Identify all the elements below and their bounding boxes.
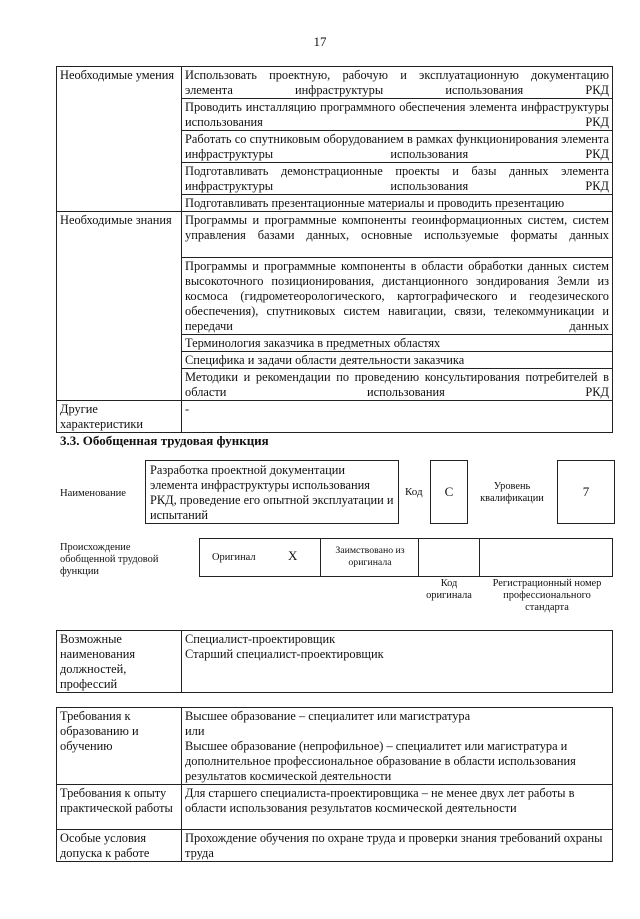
- reg-number-cell: [479, 538, 613, 577]
- positions-label: Возможные наименования должностей, профессий: [57, 631, 182, 693]
- other-value: -: [182, 401, 613, 433]
- page-number: 17: [313, 34, 327, 49]
- education-line: Высшее образование – специалитет или магистратура: [185, 709, 471, 723]
- section-heading: 3.3. Обобщенная трудовая функция: [60, 433, 269, 448]
- special-conditions-label: Особые условия допуска к работе: [57, 830, 182, 862]
- education-label: Требования к образованию и обучению: [57, 708, 182, 785]
- knowledge-item: Терминология заказчика в предметных областях: [182, 335, 613, 352]
- origin-label: Происхождение обобщенной трудовой функции: [60, 542, 159, 577]
- code-box: [430, 460, 468, 524]
- requirements-table: [56, 707, 613, 862]
- skill-item: Подготавливать демонстрационные проекты и базы данных элемента инфраструктуры использования РКД: [182, 163, 613, 195]
- original-cell: [199, 538, 321, 577]
- code-label: Код: [405, 486, 423, 498]
- knowledge-item: Программы и программные компоненты в области обработки данных систем высокоточного позиционирования, дистанционного зондирования Земли из космоса (гидрометеорологического, картографического и геодезического обеспечения), спутниковых систем навигации, связи, телекоммуникации и передачи данных: [182, 258, 613, 335]
- knowledge-item: Методики и рекомендации по проведению консультирования потребителей в области использования РКД: [182, 369, 613, 401]
- level-box: [557, 460, 615, 524]
- other-label: Другие характеристики: [57, 401, 182, 433]
- positions-values: [182, 631, 613, 693]
- skills-knowledge-table: [56, 66, 613, 433]
- level-label: Уровень квалификации: [480, 481, 544, 504]
- skill-item: Использовать проектную, рабочую и эксплуатационную документацию элемента инфраструктуры использования РКД: [182, 67, 613, 99]
- original-mark: X: [288, 548, 298, 563]
- level-value: 7: [582, 484, 590, 499]
- knowledge-item: Программы и программные компоненты геоинформационных систем, систем управления базами данных, основные используемые форматы данных: [182, 212, 613, 258]
- name-value: Разработка проектной документации элемента инфраструктуры использования РКД, проведение его опытной эксплуатации и испытаний: [150, 463, 394, 522]
- original-label: Оригинал: [212, 552, 256, 563]
- position-item: Старший специалист-проектировщик: [185, 647, 384, 661]
- skill-item: Работать со спутниковым оборудованием в рамках функционирования элемента инфраструктуры использования РКД: [182, 131, 613, 163]
- skill-item: Проводить инсталляцию программного обеспечения элемента инфраструктуры использования РКД: [182, 99, 613, 131]
- positions-table: [56, 630, 613, 693]
- borrowed-label: Заимствовано из оригинала: [335, 545, 405, 568]
- education-line: или: [185, 724, 205, 738]
- knowledge-label: Необходимые знания: [57, 212, 182, 401]
- code-original-cell: [418, 538, 480, 577]
- code-original-label: Код оригинала: [426, 578, 472, 601]
- knowledge-item: Специфика и задачи области деятельности заказчика: [182, 352, 613, 369]
- education-values: [182, 708, 613, 785]
- skills-label: Необходимые умения: [57, 67, 182, 212]
- code-value: C: [444, 484, 454, 499]
- skill-item: Подготавливать презентационные материалы и проводить презентацию: [182, 195, 613, 212]
- education-line: Высшее образование (непрофильное) – специалитет или магистратура и дополнительное профессиональное образование в области использования результатов космической деятельности: [185, 739, 576, 783]
- borrowed-cell: [320, 538, 419, 577]
- name-label: Наименование: [60, 488, 126, 499]
- name-box: [145, 460, 399, 524]
- position-item: Специалист-проектировщик: [185, 632, 336, 646]
- experience-value: Для старшего специалиста-проектировщика – не менее двух лет работы в области использования результатов космической деятельности: [182, 785, 613, 830]
- experience-label: Требования к опыту практической работы: [57, 785, 182, 830]
- reg-number-label: Регистрационный номер профессионального стандарта: [492, 578, 602, 613]
- special-conditions-value: Прохождение обучения по охране труда и проверки знания требований охраны труда: [182, 830, 613, 862]
